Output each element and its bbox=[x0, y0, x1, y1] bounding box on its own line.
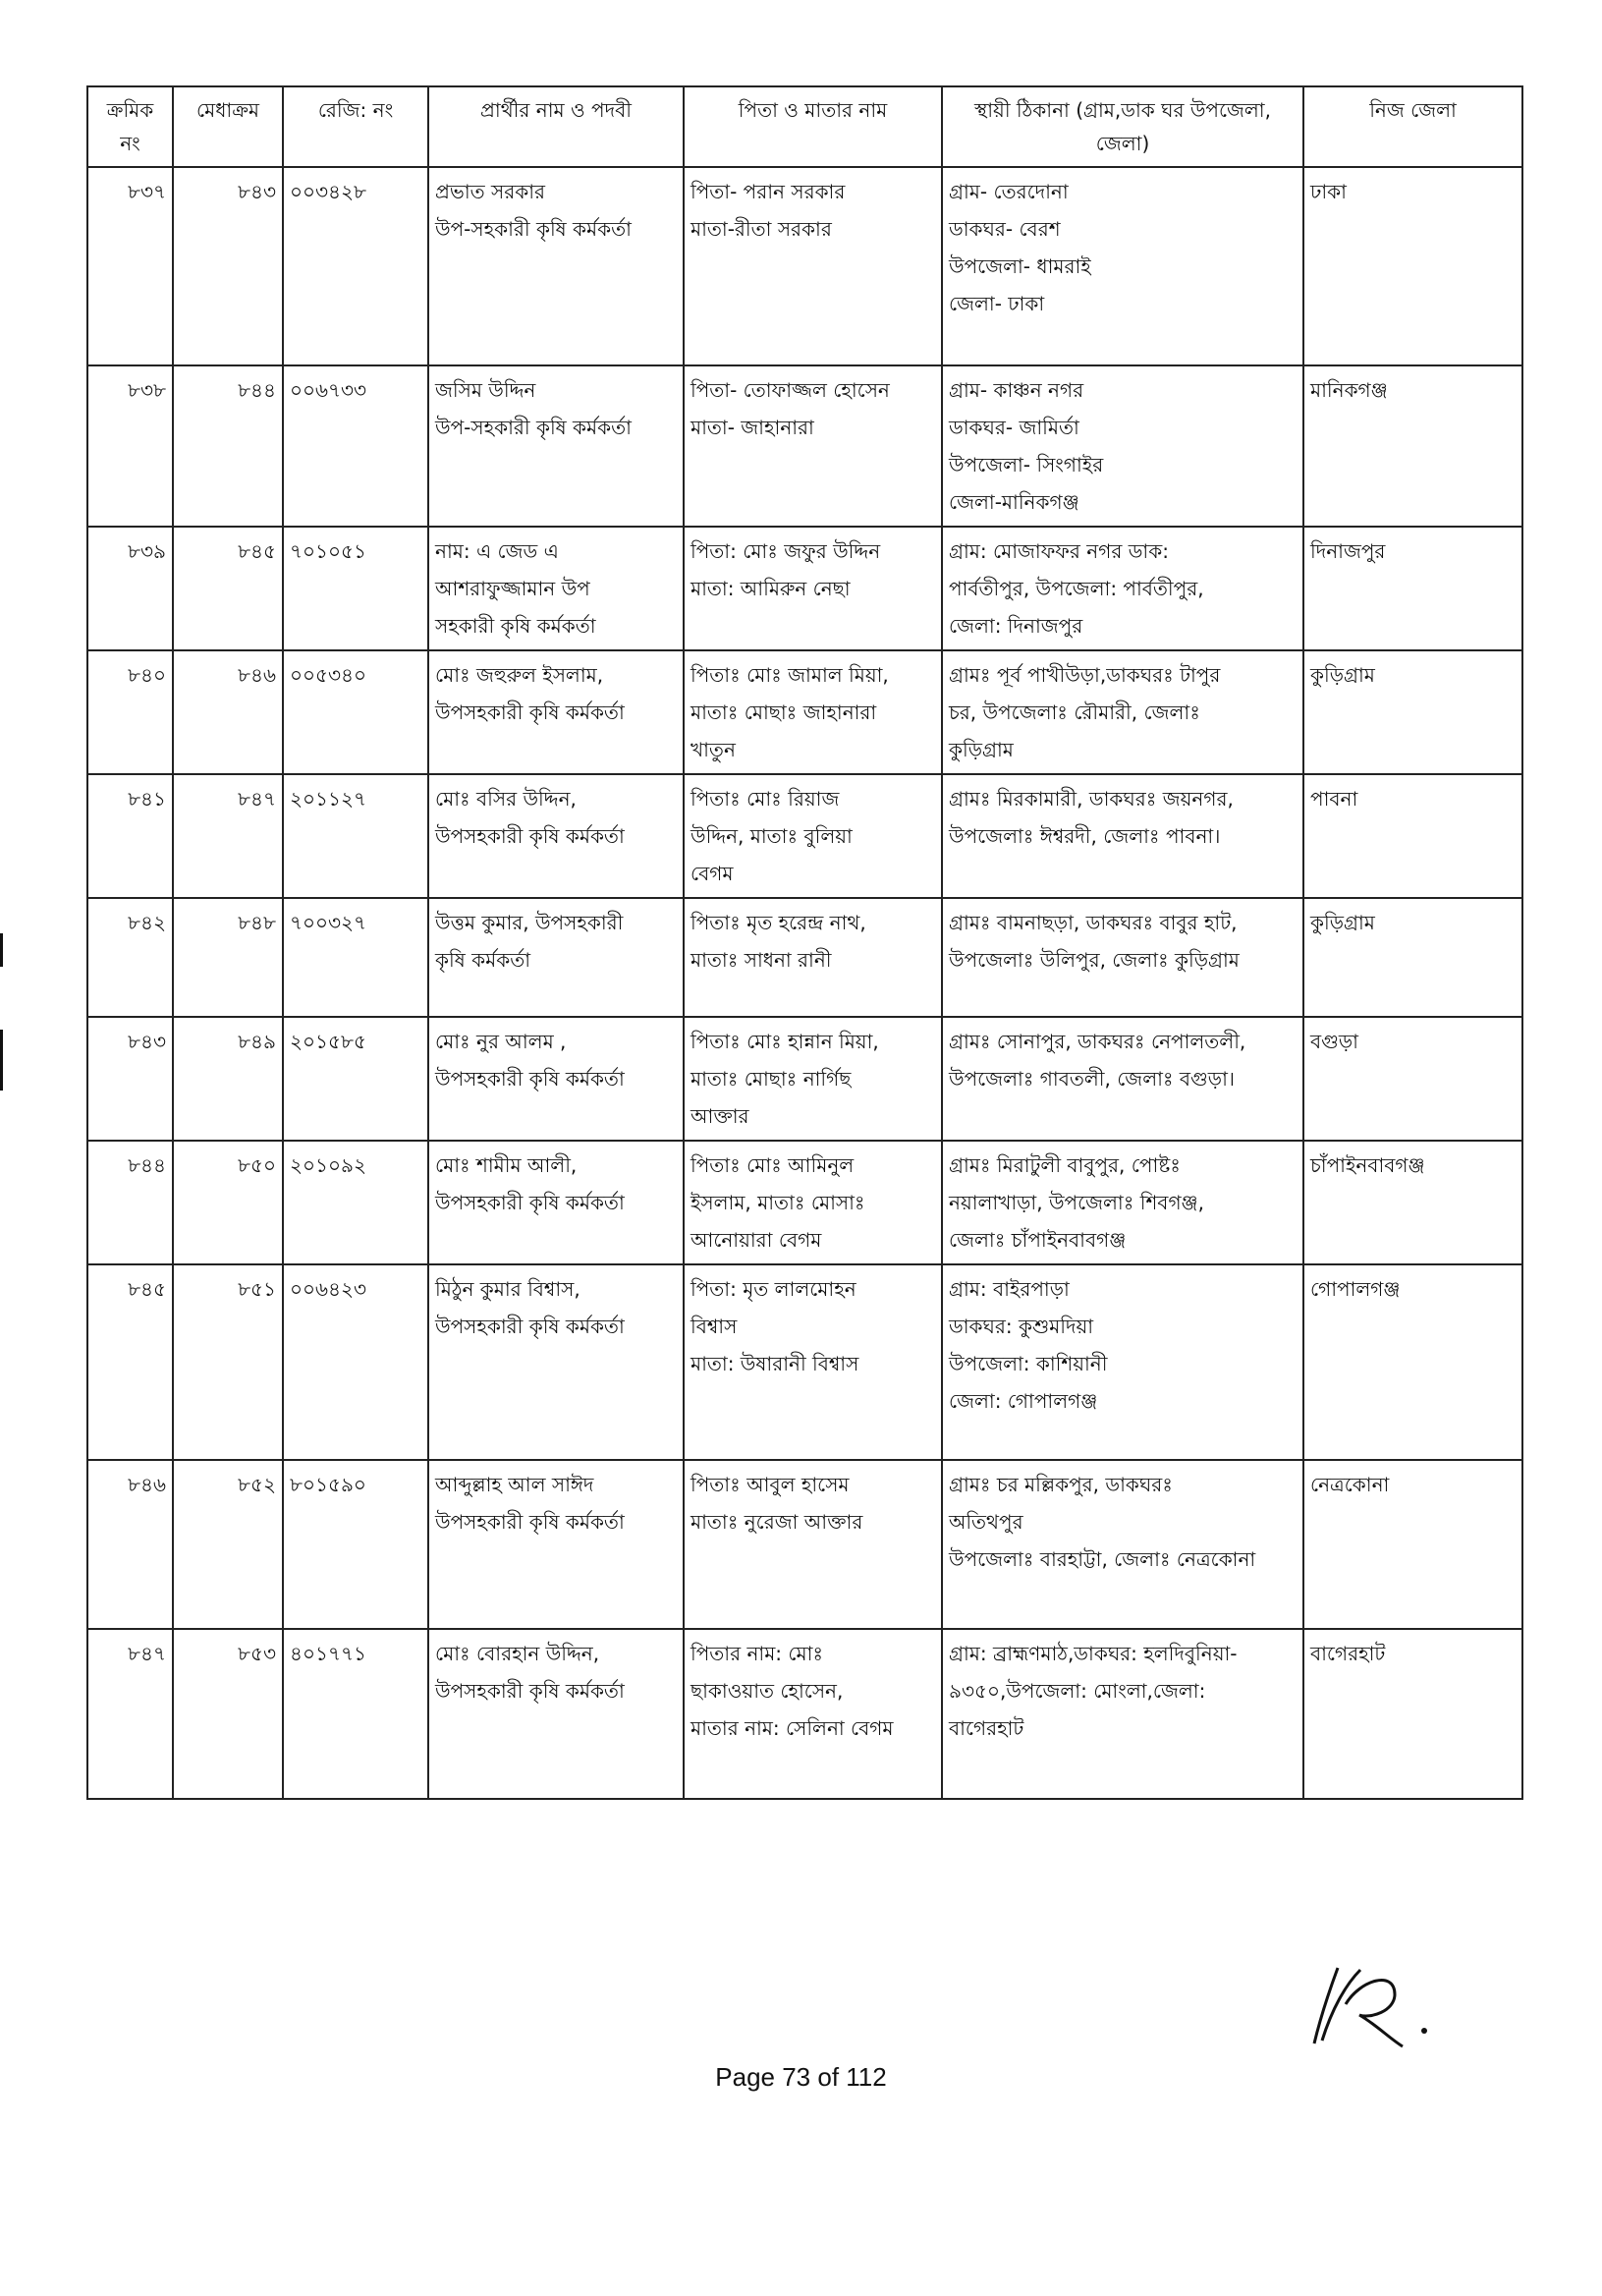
cell-line: মেধাক্রম bbox=[195, 98, 260, 122]
home-district-cell: মানিকগঞ্জ bbox=[1303, 365, 1522, 527]
parents-cell bbox=[684, 1629, 942, 1799]
cell-line: মাতা- জাহানারা bbox=[691, 416, 814, 439]
cell-line: জেলা-মানিকগঞ্জ bbox=[949, 490, 1079, 514]
merit-cell: ৮৫০ bbox=[173, 1141, 283, 1264]
candidate-name-cell bbox=[428, 167, 684, 365]
cell-line: পিতাঃ মৃত হরেন্দ্র নাথ, bbox=[691, 911, 866, 934]
serial-cell: ৮৩৭ bbox=[87, 167, 173, 365]
cell-line: জেলা- ঢাকা bbox=[949, 292, 1045, 315]
scan-mark bbox=[0, 1030, 3, 1091]
table-row bbox=[87, 1017, 1522, 1141]
parents-cell bbox=[684, 774, 942, 898]
registration-cell: ২০১০৯২ bbox=[283, 1141, 428, 1264]
home-district-cell: পাবনা bbox=[1303, 774, 1522, 898]
cell-line: উপসহকারী কৃষি কর্মকর্তা bbox=[435, 700, 625, 724]
serial-cell: ৮৪২ bbox=[87, 898, 173, 1017]
cell-line: উপজেলা- সিংগাইর bbox=[949, 453, 1104, 476]
cell-line: পিতা: মোঃ জফুর উদ্দিন bbox=[691, 539, 881, 563]
cell-line: চর, উপজেলাঃ রৌমারী, জেলাঃ bbox=[949, 700, 1200, 724]
cell-line: উপসহকারী কৃষি কর্মকর্তা bbox=[435, 1315, 625, 1338]
cell-line: পিতা ও মাতার নাম bbox=[738, 98, 888, 122]
merit-cell: ৮৪৯ bbox=[173, 1017, 283, 1141]
cell-line: গ্রাম: ব্রাহ্মণমাঠ,ডাকঘর: হলদিবুনিয়া- bbox=[949, 1642, 1238, 1665]
cell-line: পিতাঃ মোঃ হান্নান মিয়া, bbox=[691, 1030, 879, 1053]
cell-line: উপজেলা: কাশিয়ানী bbox=[949, 1352, 1108, 1375]
parents-cell bbox=[684, 650, 942, 774]
cell-line: পিতা- তোফাজ্জল হোসেন bbox=[691, 378, 890, 402]
scan-mark bbox=[0, 933, 3, 967]
cell-line: জেলাঃ চাঁপাইনবাবগঞ্জ bbox=[949, 1228, 1127, 1252]
address-cell bbox=[942, 1264, 1303, 1460]
cell-line: মাতাঃ মোছাঃ নার্গিছ bbox=[691, 1067, 852, 1091]
parents-cell bbox=[684, 527, 942, 650]
cell-line: গ্রামঃ মিরাটুলী বাবুপুর, পোষ্টঃ bbox=[949, 1153, 1181, 1177]
merit-cell: ৮৫১ bbox=[173, 1264, 283, 1460]
candidate-name-cell bbox=[428, 898, 684, 1017]
cell-line: উপজেলাঃ উলিপুর, জেলাঃ কুড়িগ্রাম bbox=[949, 948, 1240, 972]
cell-line: পিতাঃ মোঃ আমিনুল bbox=[691, 1153, 855, 1177]
cell-line: মোঃ জহুরুল ইসলাম, bbox=[435, 663, 604, 687]
home-district-cell: দিনাজপুর bbox=[1303, 527, 1522, 650]
cell-line: পিতাঃ মোঃ জামাল মিয়া, bbox=[691, 663, 889, 687]
serial-cell: ৮৩৮ bbox=[87, 365, 173, 527]
cell-line: উপজেলা- ধামরাই bbox=[949, 254, 1091, 278]
cell-line: মাতা-রীতা সরকার bbox=[691, 217, 832, 241]
serial-cell: ৮৪৩ bbox=[87, 1017, 173, 1141]
cell-line: পার্বতীপুর, উপজেলা: পার্বতীপুর, bbox=[949, 577, 1204, 600]
registration-cell: ৮০১৫৯০ bbox=[283, 1460, 428, 1629]
home-district-cell: বগুড়া bbox=[1303, 1017, 1522, 1141]
registration-cell: ৭০১০৫১ bbox=[283, 527, 428, 650]
cell-line: জেলা: দিনাজপুর bbox=[949, 614, 1083, 638]
home-district-cell: বাগেরহাট bbox=[1303, 1629, 1522, 1799]
serial-cell: ৮৪৫ bbox=[87, 1264, 173, 1460]
cell-line: আনোয়ারা বেগম bbox=[691, 1228, 822, 1252]
registration-cell: ২০১৫৮৫ bbox=[283, 1017, 428, 1141]
candidate-name-cell bbox=[428, 1264, 684, 1460]
registration-cell: ৪০১৭৭১ bbox=[283, 1629, 428, 1799]
merit-cell: ৮৫৩ bbox=[173, 1629, 283, 1799]
cell-line: উপজেলাঃ গাবতলী, জেলাঃ বগুড়া। bbox=[949, 1067, 1236, 1091]
cell-line: ইসলাম, মাতাঃ মোসাঃ bbox=[691, 1191, 865, 1214]
cell-line: জসিম উদ্দিন bbox=[435, 378, 536, 402]
cell-line: মাতাঃ সাধনা রানী bbox=[691, 948, 832, 972]
candidate-name-cell bbox=[428, 527, 684, 650]
merit-cell: ৮৪৪ bbox=[173, 365, 283, 527]
table-row bbox=[87, 898, 1522, 1017]
candidate-name-cell bbox=[428, 774, 684, 898]
cell-line: মাতার নাম: সেলিনা বেগম bbox=[691, 1716, 894, 1740]
cell-line: গ্রামঃ চর মল্লিকপুর, ডাকঘরঃ bbox=[949, 1473, 1173, 1496]
home-district-cell: গোপালগঞ্জ bbox=[1303, 1264, 1522, 1460]
column-header bbox=[87, 86, 173, 167]
cell-line: আক্তার bbox=[691, 1104, 749, 1128]
table-row bbox=[87, 527, 1522, 650]
cell-line: উপ-সহকারী কৃষি কর্মকর্তা bbox=[435, 416, 632, 439]
registration-cell: ০০৬৭৩৩ bbox=[283, 365, 428, 527]
home-district-cell: ঢাকা bbox=[1303, 167, 1522, 365]
cell-line: মাতাঃ মোছাঃ জাহানারা bbox=[691, 700, 877, 724]
merit-cell: ৮৪৮ bbox=[173, 898, 283, 1017]
address-cell bbox=[942, 774, 1303, 898]
cell-line: মাতা: আমিরুন নেছা bbox=[691, 577, 851, 600]
cell-line: গ্রাম: মোজাফফর নগর ডাক: bbox=[949, 539, 1169, 563]
cell-line: নিজ জেলা bbox=[1369, 98, 1457, 122]
parents-cell bbox=[684, 167, 942, 365]
serial-cell: ৮৪৬ bbox=[87, 1460, 173, 1629]
cell-line: পিতা: মৃত লালমোহন bbox=[691, 1277, 856, 1301]
cell-line: ছাকাওয়াত হোসেন, bbox=[691, 1679, 844, 1703]
address-cell bbox=[942, 1017, 1303, 1141]
cell-line: উপসহকারী কৃষি কর্মকর্তা bbox=[435, 1679, 625, 1703]
merit-cell: ৮৫২ bbox=[173, 1460, 283, 1629]
merit-cell: ৮৪৫ bbox=[173, 527, 283, 650]
cell-line: উপসহকারী কৃষি কর্মকর্তা bbox=[435, 1191, 625, 1214]
cell-line: ডাকঘর- জামির্তা bbox=[949, 416, 1079, 439]
table-row bbox=[87, 650, 1522, 774]
cell-line: খাতুন bbox=[691, 738, 736, 761]
cell-line: ক্রমিক bbox=[106, 98, 154, 122]
cell-line: আশরাফুজ্জামান উপ bbox=[435, 577, 590, 600]
cell-line: নয়ালাখাড়া, উপজেলাঃ শিবগঞ্জ, bbox=[949, 1191, 1204, 1214]
parents-cell bbox=[684, 1460, 942, 1629]
column-header bbox=[942, 86, 1303, 167]
column-header bbox=[1303, 86, 1522, 167]
cell-line: উপজেলাঃ বারহাট্টা, জেলাঃ নেত্রকোনা bbox=[949, 1547, 1256, 1571]
cell-line: বিশ্বাস bbox=[691, 1315, 738, 1338]
cell-line: প্রভাত সরকার bbox=[435, 180, 546, 203]
candidate-name-cell bbox=[428, 650, 684, 774]
cell-line: রেজি: নং bbox=[317, 98, 394, 122]
candidate-table bbox=[86, 85, 1523, 1800]
home-district-cell: নেত্রকোনা bbox=[1303, 1460, 1522, 1629]
signature-mark bbox=[1287, 1950, 1444, 2058]
parents-cell bbox=[684, 1141, 942, 1264]
cell-line: প্রার্থীর নাম ও পদবী bbox=[480, 98, 632, 122]
cell-line: উত্তম কুমার, উপসহকারী bbox=[435, 911, 624, 934]
merit-cell: ৮৪৭ bbox=[173, 774, 283, 898]
address-cell bbox=[942, 650, 1303, 774]
cell-line: উপসহকারী কৃষি কর্মকর্তা bbox=[435, 824, 625, 848]
column-header bbox=[173, 86, 283, 167]
parents-cell bbox=[684, 1017, 942, 1141]
cell-line: নং bbox=[120, 132, 140, 155]
cell-line: মিঠুন কুমার বিশ্বাস, bbox=[435, 1277, 580, 1301]
cell-line: গ্রামঃ পূর্ব পাখীউড়া,ডাকঘরঃ টাপুর bbox=[949, 663, 1221, 687]
serial-cell: ৮৪১ bbox=[87, 774, 173, 898]
address-cell bbox=[942, 167, 1303, 365]
cell-line: স্থায়ী ঠিকানা (গ্রাম,ডাক ঘর উপজেলা, bbox=[974, 98, 1271, 122]
cell-line: গ্রাম- কাঞ্চন নগর bbox=[949, 378, 1084, 402]
cell-line: উদ্দিন, মাতাঃ বুলিয়া bbox=[691, 824, 853, 848]
page-number: Page 73 of 112 bbox=[715, 2062, 887, 2092]
cell-line: বেগম bbox=[691, 862, 734, 885]
cell-line: জেলা) bbox=[1095, 132, 1150, 155]
cell-line: মাতাঃ নুরেজা আক্তার bbox=[691, 1510, 863, 1534]
cell-line: পিতার নাম: মোঃ bbox=[691, 1642, 824, 1665]
cell-line: মোঃ নুর আলম , bbox=[435, 1030, 567, 1053]
cell-line: সহকারী কৃষি কর্মকর্তা bbox=[435, 614, 596, 638]
table-row bbox=[87, 774, 1522, 898]
candidate-name-cell bbox=[428, 1017, 684, 1141]
address-cell bbox=[942, 898, 1303, 1017]
registration-cell: ২০১১২৭ bbox=[283, 774, 428, 898]
cell-line: ডাকঘর- বেরশ bbox=[949, 217, 1061, 241]
cell-line: গ্রাম- তেরদোনা bbox=[949, 180, 1069, 203]
cell-line: পিতাঃ আবুল হাসেম bbox=[691, 1473, 850, 1496]
registration-cell: ৭০০৩২৭ bbox=[283, 898, 428, 1017]
cell-line: উপসহকারী কৃষি কর্মকর্তা bbox=[435, 1067, 625, 1091]
table-row bbox=[87, 1141, 1522, 1264]
home-district-cell: কুড়িগ্রাম bbox=[1303, 898, 1522, 1017]
serial-cell: ৮৪৪ bbox=[87, 1141, 173, 1264]
cell-line: পিতা- পরান সরকার bbox=[691, 180, 846, 203]
registration-cell: ০০৬৪২৩ bbox=[283, 1264, 428, 1460]
address-cell bbox=[942, 1460, 1303, 1629]
address-cell bbox=[942, 1141, 1303, 1264]
cell-line: গ্রামঃ বামনাছড়া, ডাকঘরঃ বাবুর হাট, bbox=[949, 911, 1238, 934]
cell-line: উপজেলাঃ ঈশ্বরদী, জেলাঃ পাবনা। bbox=[949, 824, 1221, 848]
candidate-name-cell bbox=[428, 1460, 684, 1629]
table-row bbox=[87, 1629, 1522, 1799]
cell-line: গ্রাম: বাইরপাড়া bbox=[949, 1277, 1070, 1301]
column-header bbox=[684, 86, 942, 167]
cell-line: নাম: এ জেড এ bbox=[435, 539, 559, 563]
cell-line: অতিথপুর bbox=[949, 1510, 1023, 1534]
cell-line: উপ-সহকারী কৃষি কর্মকর্তা bbox=[435, 217, 632, 241]
serial-cell: ৮৪০ bbox=[87, 650, 173, 774]
cell-line: মোঃ বোরহান উদ্দিন, bbox=[435, 1642, 600, 1665]
serial-cell: ৮৩৯ bbox=[87, 527, 173, 650]
cell-line: ৯৩৫০,উপজেলা: মোংলা,জেলা: bbox=[949, 1679, 1206, 1703]
address-cell bbox=[942, 1629, 1303, 1799]
cell-line: কৃষি কর্মকর্তা bbox=[435, 948, 530, 972]
home-district-cell: চাঁপাইনবাবগঞ্জ bbox=[1303, 1141, 1522, 1264]
cell-line: উপসহকারী কৃষি কর্মকর্তা bbox=[435, 1510, 625, 1534]
parents-cell bbox=[684, 898, 942, 1017]
table-row bbox=[87, 1264, 1522, 1460]
candidate-name-cell bbox=[428, 1629, 684, 1799]
cell-line: ডাকঘর: কুশুমদিয়া bbox=[949, 1315, 1094, 1338]
cell-line: মাতা: উষারানী বিশ্বাস bbox=[691, 1352, 859, 1375]
table-row bbox=[87, 365, 1522, 527]
parents-cell bbox=[684, 365, 942, 527]
cell-line: গ্রামঃ সোনাপুর, ডাকঘরঃ নেপালতলী, bbox=[949, 1030, 1246, 1053]
table-row bbox=[87, 167, 1522, 365]
cell-line: পিতাঃ মোঃ রিয়াজ bbox=[691, 787, 840, 811]
address-cell bbox=[942, 527, 1303, 650]
cell-line: কুড়িগ্রাম bbox=[949, 738, 1014, 761]
merit-cell: ৮৪৩ bbox=[173, 167, 283, 365]
address-cell bbox=[942, 365, 1303, 527]
table-header-row bbox=[87, 86, 1522, 167]
registration-cell: ০০৩৪২৮ bbox=[283, 167, 428, 365]
candidate-name-cell bbox=[428, 1141, 684, 1264]
cell-line: মোঃ শামীম আলী, bbox=[435, 1153, 578, 1177]
parents-cell bbox=[684, 1264, 942, 1460]
cell-line: জেলা: গোপালগঞ্জ bbox=[949, 1389, 1098, 1413]
cell-line: মোঃ বসির উদ্দিন, bbox=[435, 787, 577, 811]
cell-line: গ্রামঃ মিরকামারী, ডাকঘরঃ জয়নগর, bbox=[949, 787, 1234, 811]
column-header bbox=[283, 86, 428, 167]
table-body bbox=[87, 167, 1522, 1799]
registration-cell: ০০৫৩৪০ bbox=[283, 650, 428, 774]
merit-cell: ৮৪৬ bbox=[173, 650, 283, 774]
candidate-name-cell bbox=[428, 365, 684, 527]
column-header bbox=[428, 86, 684, 167]
cell-line: বাগেরহাট bbox=[949, 1716, 1024, 1740]
serial-cell: ৮৪৭ bbox=[87, 1629, 173, 1799]
cell-line: আব্দুল্লাহ আল সাঈদ bbox=[435, 1473, 594, 1496]
table-row bbox=[87, 1460, 1522, 1629]
home-district-cell: কুড়িগ্রাম bbox=[1303, 650, 1522, 774]
